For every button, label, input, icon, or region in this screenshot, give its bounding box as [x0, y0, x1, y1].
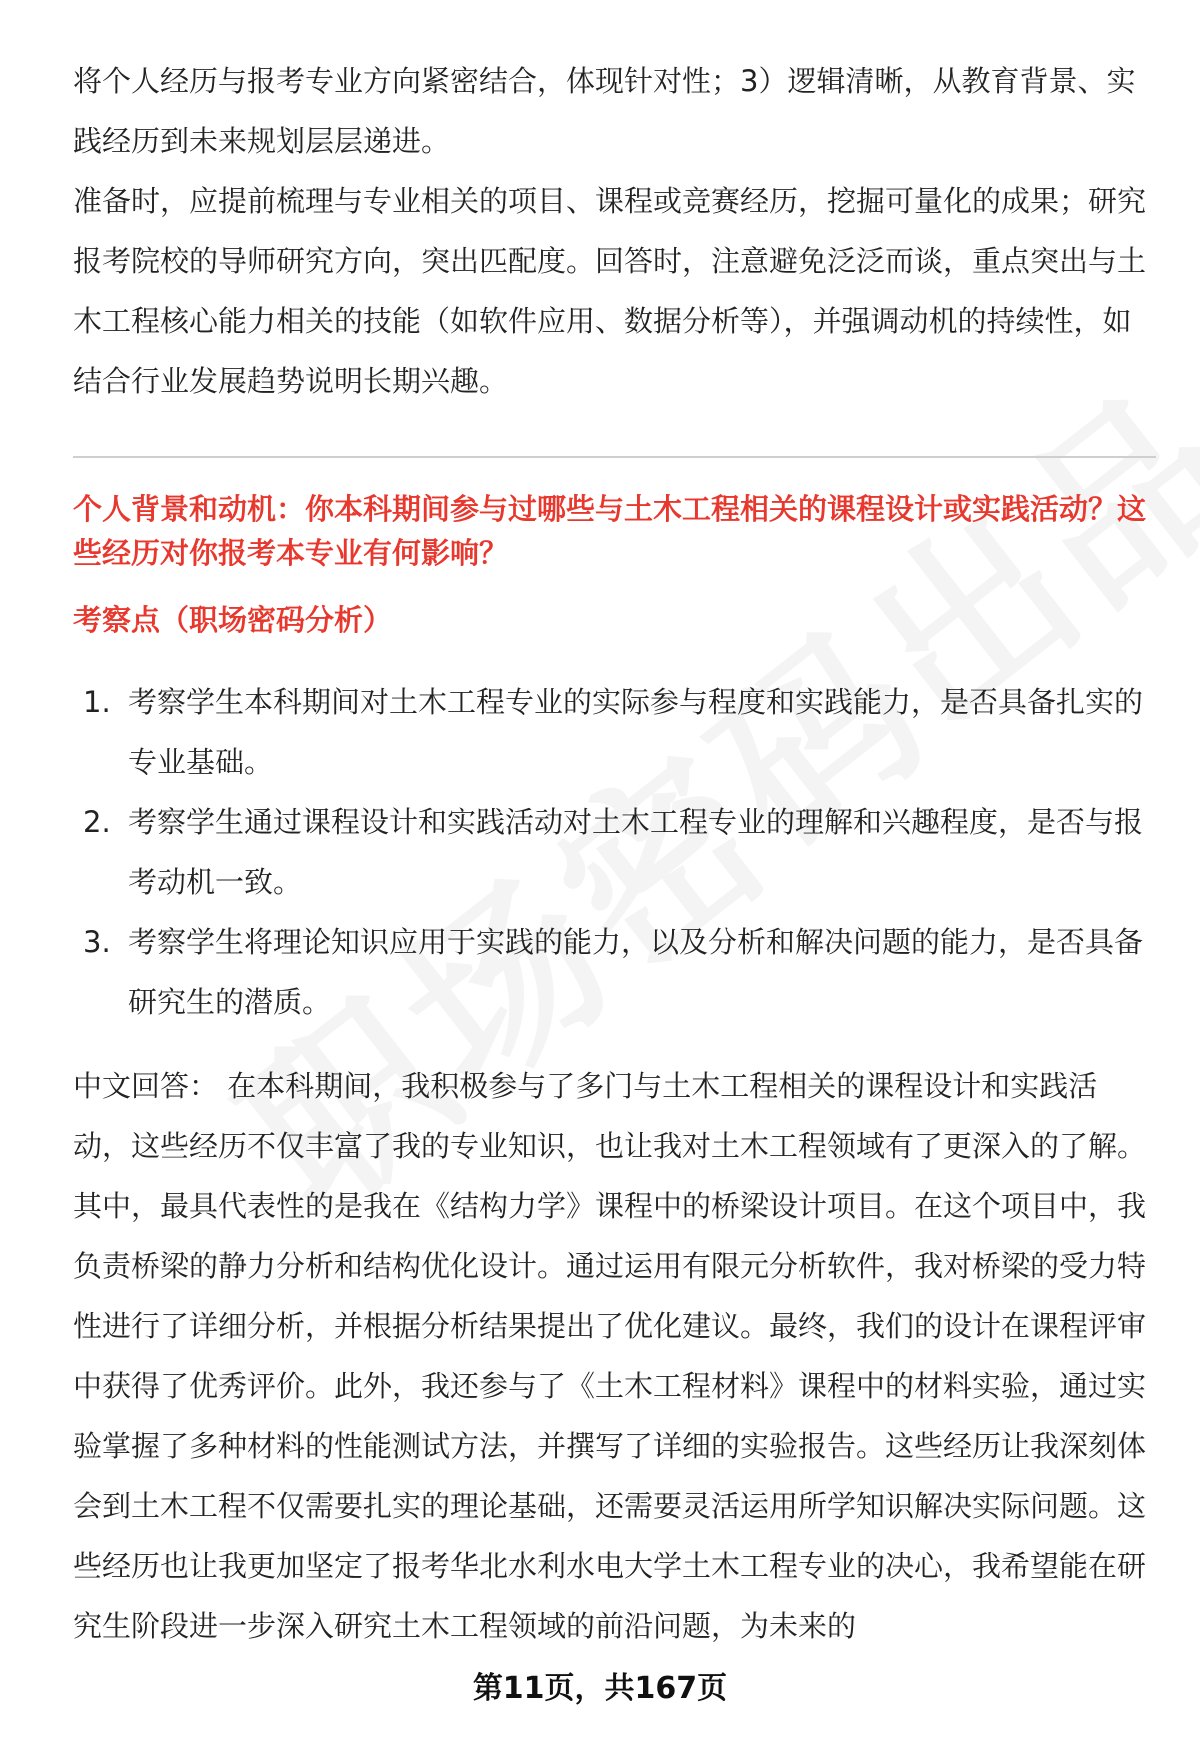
answer-paragraph: 中文回答： 在本科期间，我积极参与了多门与土木工程相关的课程设计和实践活动，这些经历不仅丰富了我的专业知识，也让我对土木工程领域有了更深入的了解。其中，最具代表性的是我在《结构力学》课程中的桥梁设计项目。在这个项目中，我负责桥梁的静力分析和结构优化设计。通过运用有限元分析软件，我对桥梁的受力特性进行了详细分析，并根据分析结果提出了优化建议。最终，我们的设计在课程评审中获得了优秀评价。此外，我还参与了《土木工程材料》课程中的材料实验，通过实验掌握了多种材料的性能测试方法，并撰写了详细的实验报告。这些经历让我深刻体会到土木工程不仅需要扎实的理论基础，还需要灵活运用所学知识解决实际问题。这些经历也让我更加坚定了报考华北水利水电大学土木工程专业的决心，我希望能在研究生阶段进一步深入研究土木工程领域的前沿问题，为未来的 — [73, 1069, 1147, 1643]
list-item-number: 3. — [83, 925, 111, 959]
intro-paragraph-2: 准备时，应提前梳理与专业相关的项目、课程或竞赛经历，挖掘可量化的成果；研究报考院校的导师研究方向，突出匹配度。回答时，注意避免泛泛而谈，重点突出与土木工程核心能力相关的技能（如软件应用、数据分析等），并强调动机的持续性，如结合行业发展趋势说明长期兴趣。 — [73, 184, 1147, 398]
list-item — [73, 792, 1156, 912]
list-item-text: 考察学生本科期间对土木工程专业的实际参与程度和实践能力，是否具备扎实的专业基础。 — [128, 685, 1144, 779]
section-divider — [73, 456, 1156, 458]
intro-paragraph-1: 将个人经历与报考专业方向紧密结合，体现针对性；3）逻辑清晰，从教育背景、实践经历到未来规划层层递进。 — [73, 64, 1136, 158]
list-item-number: 1. — [83, 685, 111, 719]
list-item — [73, 912, 1156, 1032]
list-item-text: 考察学生通过课程设计和实践活动对土木工程专业的理解和兴趣程度，是否与报考动机一致。 — [128, 805, 1144, 899]
analysis-list — [73, 672, 1156, 1032]
list-item-text: 考察学生将理论知识应用于实践的能力，以及分析和解决问题的能力，是否具备研究生的潜质。 — [128, 925, 1144, 1019]
question-heading: 个人背景和动机：你本科期间参与过哪些与土木工程相关的课程设计或实践活动？这些经历对你报考本专业有何影响？ — [73, 492, 1147, 570]
analysis-title: 考察点（职场密码分析） — [73, 603, 393, 637]
page-number: 第11页，共167页 — [472, 1671, 728, 1706]
list-item-number: 2. — [83, 805, 111, 839]
list-item — [73, 672, 1156, 792]
